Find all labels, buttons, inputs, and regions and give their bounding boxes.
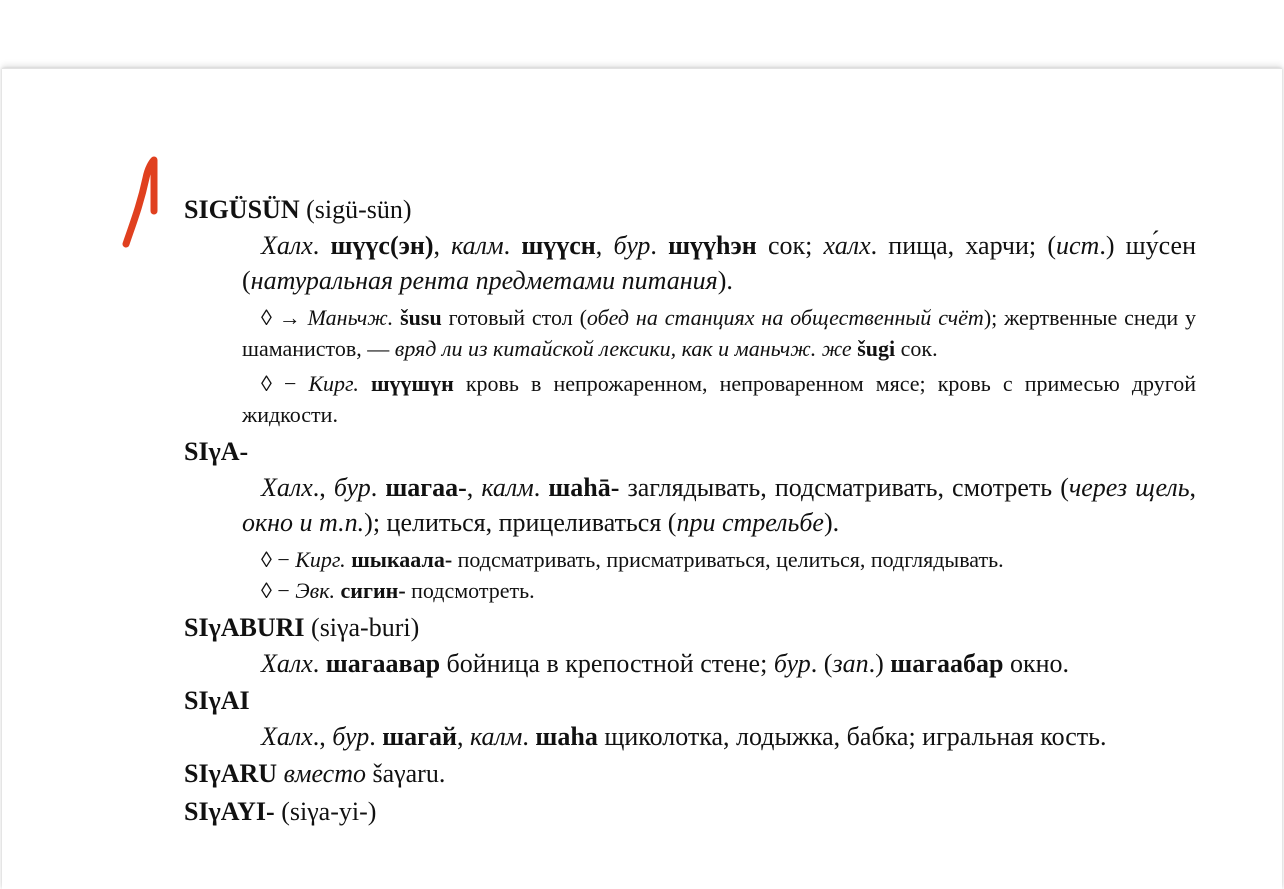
text: ,: [433, 231, 452, 260]
text: .: [533, 473, 549, 502]
text: ◊ −: [261, 371, 309, 396]
text: .): [868, 649, 891, 678]
lang-abbrev: Халх: [261, 649, 313, 678]
headword-siga: [184, 434, 1196, 470]
lang-abbrev: Халх: [261, 722, 313, 751]
cognate-form: шыкаала-: [351, 547, 453, 572]
comparison-note: [242, 368, 1196, 430]
headword-sigaru: [184, 756, 1196, 792]
lang-abbrev: Кирг.: [295, 547, 346, 572]
text: .: [312, 231, 331, 260]
headword-term: SIγAI: [184, 686, 250, 715]
text: .) шу́сен (: [242, 231, 1196, 295]
definition: [242, 646, 1196, 681]
text: готовый стол (: [441, 305, 587, 330]
text: . пища, харчи; (: [870, 231, 1056, 260]
text: ◊ −: [261, 578, 296, 603]
gloss-note: при стрельбе: [676, 508, 824, 537]
text: ,: [1189, 473, 1197, 502]
lang-abbrev: бур: [613, 231, 651, 260]
headword-sigusun: [184, 192, 1196, 228]
text: .: [650, 231, 669, 260]
red-annotation-mark: [118, 156, 162, 256]
lang-abbrev: Маньчж.: [307, 305, 394, 330]
headword-sigai: [184, 683, 1196, 719]
viewer-top-area: [0, 0, 1284, 68]
cognate-form: шагаавар: [325, 649, 441, 678]
headword-syllables: (siγa-buri): [304, 613, 420, 642]
text: ).: [717, 266, 733, 295]
lang-abbrev: калм: [481, 473, 534, 502]
cognate-form: šugi: [857, 336, 896, 361]
label-abbrev: зап: [832, 649, 869, 678]
headword-term: SIγAYI-: [184, 797, 275, 826]
text: сок.: [895, 336, 938, 361]
headword-term: SIγABURI: [184, 613, 305, 642]
text: сок;: [756, 231, 824, 260]
gloss-note: обед на станциях на общественный счёт: [586, 305, 984, 330]
cognate-form: шаһā-: [548, 473, 620, 502]
text: кровь в непрожаренном, непроваренном мясе; кровь с примесью другой жидкости.: [242, 371, 1197, 427]
cognate-form: шагаа-: [385, 473, 467, 502]
label-abbrev: ист: [1055, 231, 1100, 260]
gloss-note: вряд ли из китайской лексики, как и маньчж. же: [394, 336, 852, 361]
lang-abbrev: калм: [469, 722, 523, 751]
lang-abbrev: калм: [451, 231, 504, 260]
lang-abbrev: бур: [333, 473, 371, 502]
gloss-note: через щель: [1068, 473, 1190, 502]
headword-sigaburi: [184, 610, 1196, 646]
headword-syllables: (sigü-sün): [299, 195, 412, 224]
headword-term: SIγA-: [184, 437, 249, 466]
text: . (: [810, 649, 833, 678]
text: [359, 371, 371, 396]
text: ).: [823, 508, 840, 537]
cognate-form: шүүһэн: [668, 231, 757, 260]
cross-reference-label: вместо: [283, 759, 366, 788]
cognate-form: шаһа: [535, 722, 598, 751]
text: подсматривать, присматриваться, целиться, подглядывать.: [452, 547, 1004, 572]
text: .: [370, 473, 386, 502]
definition: [242, 228, 1196, 298]
cognate-form: шагаабар: [890, 649, 1004, 678]
headword-term: SIGÜSÜN: [184, 195, 300, 224]
headword-sigayi: [184, 794, 1196, 830]
text: щиколотка, лодыжка, бабка; игральная кость.: [597, 722, 1107, 751]
text: ); жертвенные снеди у шаманистов, —: [242, 305, 1197, 361]
text: .: [312, 649, 326, 678]
headword-term: SIγARU: [184, 759, 278, 788]
text: .: [503, 231, 522, 260]
text: .,: [312, 473, 334, 502]
text: ◊ −: [261, 547, 296, 572]
text: ◊ →: [261, 305, 308, 330]
comparison-note: [242, 302, 1196, 364]
text: .: [369, 722, 383, 751]
text: окно.: [1003, 649, 1070, 678]
cognate-form: шүүшүн: [370, 371, 454, 396]
lang-abbrev: бур: [773, 649, 811, 678]
lang-abbrev: Кирг.: [308, 371, 359, 396]
cognate-form: шүүсн: [521, 231, 596, 260]
text: ,: [595, 231, 614, 260]
text: заглядывать, подсматривать, смотреть (: [619, 473, 1069, 502]
definition: [242, 470, 1196, 540]
definition: [242, 719, 1196, 754]
lang-abbrev: Халх: [261, 231, 313, 260]
cognate-form: сигин-: [340, 578, 406, 603]
comparison-note: [242, 544, 1196, 575]
text: ); целиться, прицеливаться (: [364, 508, 677, 537]
cognate-form: шагай: [382, 722, 457, 751]
comparison-note: [242, 575, 1196, 606]
dictionary-content: [184, 190, 1196, 830]
text: ,: [456, 722, 470, 751]
lang-abbrev: бур: [332, 722, 370, 751]
headword-syllables: (siγa-yi-): [274, 797, 377, 826]
lang-abbrev: Эвк.: [295, 578, 336, 603]
text: .: [522, 722, 536, 751]
text: ,: [466, 473, 482, 502]
text: подсмотреть.: [405, 578, 535, 603]
lang-abbrev: Халх: [261, 473, 313, 502]
lang-abbrev: халх: [823, 231, 871, 260]
cognate-form: šusu: [400, 305, 442, 330]
gloss-note: натуральная рента предметами питания: [250, 266, 718, 295]
gloss-note: окно и т.п.: [242, 508, 365, 537]
text: .,: [312, 722, 333, 751]
text: бойница в крепостной стене;: [440, 649, 774, 678]
cognate-form: шүүс(эн): [330, 231, 434, 260]
cross-reference-target: šaγaru.: [365, 759, 446, 788]
